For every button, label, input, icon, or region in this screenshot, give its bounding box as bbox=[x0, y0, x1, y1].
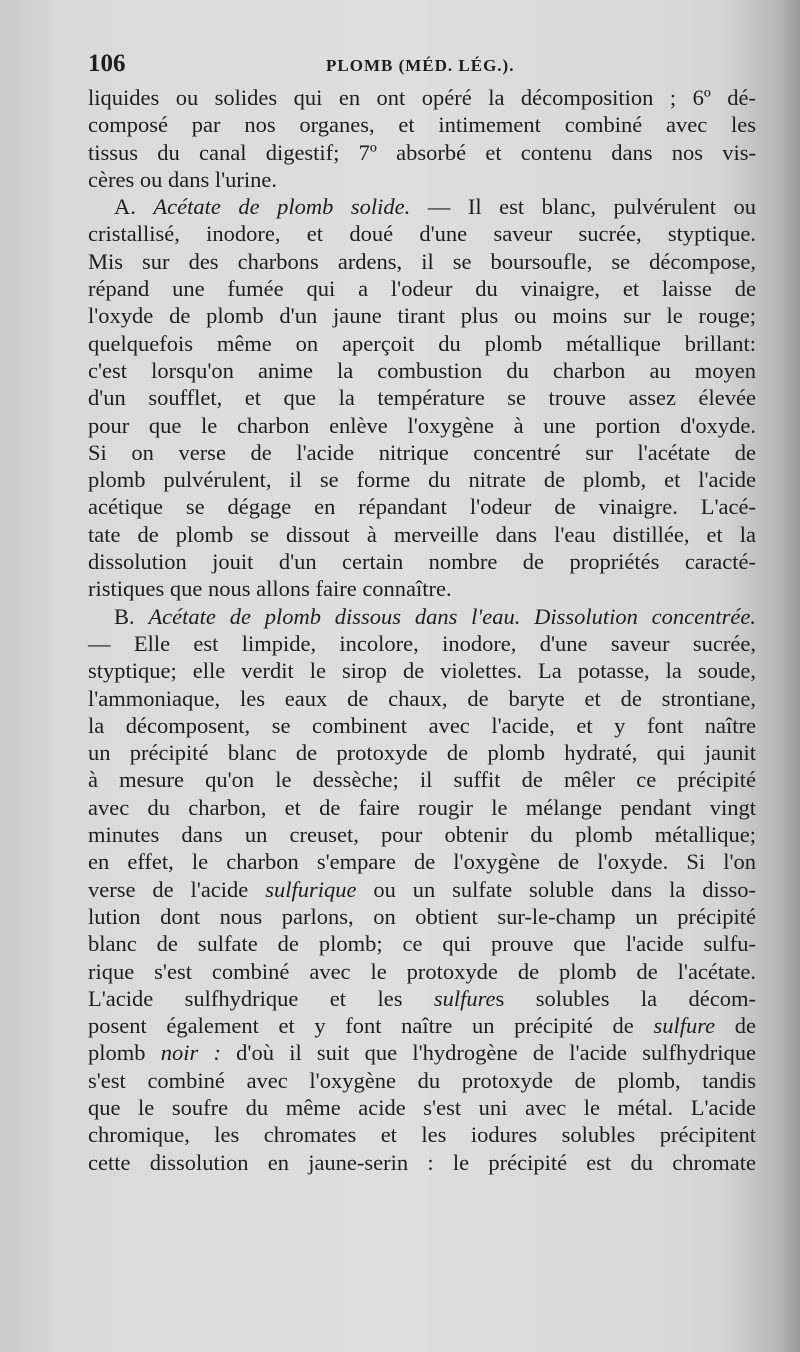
text-line: rique s'est combiné avec le protoxyde de plomb de l'acétate. bbox=[88, 958, 756, 984]
text-line: cristallisé, inodore, et doué d'une saveur sucrée, styptique. bbox=[88, 221, 756, 247]
text-line: cères ou dans l'urine. bbox=[88, 166, 277, 192]
text-line: B. Acétate de plomb dissous dans l'eau. Dissolution concentrée. bbox=[114, 603, 756, 629]
text-line: composé par nos organes, et intimement combiné avec les bbox=[88, 112, 756, 138]
text-line: styptique; elle verdit le sirop de violettes. La potasse, la soude, bbox=[88, 658, 756, 684]
text-line: plomb pulvérulent, il se forme du nitrate de plomb, et l'acide bbox=[88, 467, 756, 493]
text-line: c'est lorsqu'on anime la combustion du charbon au moyen bbox=[88, 357, 756, 383]
text-line: acétique se dégage en répandant l'odeur de vinaigre. L'acé- bbox=[88, 494, 756, 520]
text-line: que le soufre du même acide s'est uni avec le métal. L'acide bbox=[88, 1094, 756, 1120]
text-line: dissolution jouit d'un certain nombre de propriétés caracté- bbox=[88, 549, 756, 575]
text-line: cette dissolution en jaune-serin : le précipité est du chromate bbox=[88, 1149, 756, 1175]
text-line: en effet, le charbon s'empare de l'oxygène de l'oxyde. Si l'on bbox=[88, 849, 756, 875]
text-line: tate de plomb se dissout à merveille dans l'eau distillée, et la bbox=[88, 521, 756, 547]
text-line: la décomposent, se combinent avec l'acide, et y font naître bbox=[88, 712, 756, 738]
text-line: quelquefois même on aperçoit du plomb métallique brillant: bbox=[88, 330, 756, 356]
page-number: 106 bbox=[88, 50, 126, 77]
text-line: l'oxyde de plomb d'un jaune tirant plus ou moins sur le rouge; bbox=[88, 303, 756, 329]
text-line: blanc de sulfate de plomb; ce qui prouve que l'acide sulfu- bbox=[88, 931, 756, 957]
text-line: Mis sur des charbons ardens, il se boursoufle, se décompose, bbox=[88, 248, 756, 274]
text-line: A. Acétate de plomb solide. — Il est blanc, pulvérulent ou bbox=[114, 194, 756, 220]
text-line: liquides ou solides qui en ont opéré la décomposition ; 6º dé- bbox=[88, 85, 756, 110]
text-line: — Elle est limpide, incolore, inodore, d'une saveur sucrée, bbox=[88, 630, 756, 656]
text-line: tissus du canal digestif; 7º absorbé et contenu dans nos vis- bbox=[88, 139, 756, 165]
text-line: à mesure qu'on le dessèche; il suffit de mêler ce précipité bbox=[88, 767, 756, 793]
body-text bbox=[88, 84, 756, 1176]
text-line: chromique, les chromates et les iodures solubles précipitent bbox=[88, 1122, 756, 1148]
text-line: ristiques que nous allons faire connaître. bbox=[88, 576, 452, 602]
page-header bbox=[88, 50, 756, 84]
text-line: plomb noir : d'où il suit que l'hydrogène de l'acide sulfhydrique bbox=[88, 1040, 756, 1066]
text-line: s'est combiné avec l'oxygène du protoxyde de plomb, tandis bbox=[88, 1067, 756, 1093]
text-line: L'acide sulfhydrique et les sulfures solubles la décom- bbox=[88, 985, 756, 1011]
text-line: minutes dans un creuset, pour obtenir du plomb métallique; bbox=[88, 822, 756, 848]
text-line: verse de l'acide sulfurique ou un sulfate soluble dans la disso- bbox=[88, 876, 756, 902]
text-line: répand une fumée qui a l'odeur du vinaigre, et laisse de bbox=[88, 276, 756, 302]
text-line: Si on verse de l'acide nitrique concentré sur l'acétate de bbox=[88, 439, 756, 465]
text-line: posent également et y font naître un précipité de sulfure de bbox=[88, 1013, 756, 1039]
text-line: d'un soufflet, et que la température se trouve assez élevée bbox=[88, 385, 756, 411]
running-head: PLOMB (MÉD. LÉG.). bbox=[326, 56, 515, 75]
text-line: un précipité blanc de protoxyde de plomb hydraté, qui jaunit bbox=[88, 740, 756, 766]
text-line: avec du charbon, et de faire rougir le mélange pendant vingt bbox=[88, 794, 756, 820]
text-line: pour que le charbon enlève l'oxygène à une portion d'oxyde. bbox=[88, 412, 756, 438]
text-line: lution dont nous parlons, on obtient sur-le-champ un précipité bbox=[88, 903, 756, 929]
text-line: l'ammoniaque, les eaux de chaux, de baryte et de strontiane, bbox=[88, 685, 756, 711]
